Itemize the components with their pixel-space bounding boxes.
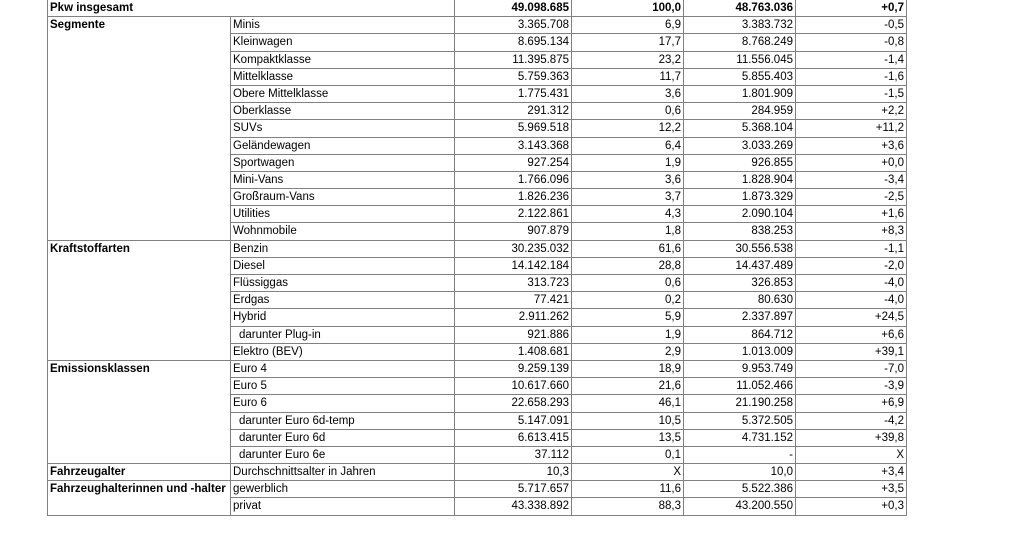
share: 0,6 [572,103,684,120]
share: 10,5 [572,412,684,429]
change: +0,3 [796,498,907,515]
change: +39,1 [796,343,907,360]
change: +3,4 [796,464,907,481]
count-a: 8.695.134 [455,34,572,51]
share: 88,3 [572,498,684,515]
count-a: 1.408.681 [455,343,572,360]
change: -1,6 [796,68,907,85]
count-a: 1.826.236 [455,189,572,206]
change: +3,6 [796,137,907,154]
count-b: 1.801.909 [684,85,796,102]
share: 13,5 [572,429,684,446]
row-name: Obere Mittelklasse [231,85,455,102]
change: -1,5 [796,85,907,102]
count-a: 10.617.660 [455,378,572,395]
count-b: 284.959 [684,103,796,120]
count-a: 291.312 [455,103,572,120]
count-a: 5.969.518 [455,120,572,137]
count-a: 22.658.293 [455,395,572,412]
group-label: Fahrzeughalterinnen und -halter [48,481,231,515]
change: +6,6 [796,326,907,343]
share: 21,6 [572,378,684,395]
total-change: +0,7 [796,0,907,17]
count-b: 1.013.009 [684,343,796,360]
count-b: 30.556.538 [684,240,796,257]
count-b: 43.200.550 [684,498,796,515]
change: -3,4 [796,171,907,188]
count-b: 926.855 [684,154,796,171]
row-name: Elektro (BEV) [231,343,455,360]
count-b: - [684,446,796,463]
change: -1,4 [796,51,907,68]
table-row [48,240,907,257]
row-name: Flüssiggas [231,275,455,292]
row-name: Euro 6 [231,395,455,412]
row-name: Kompaktklasse [231,51,455,68]
table-row [48,464,907,481]
change: -0,8 [796,34,907,51]
count-b: 5.522.386 [684,481,796,498]
total-label: Pkw insgesamt [48,0,455,17]
share: 12,2 [572,120,684,137]
row-name: darunter Plug-in [231,326,455,343]
share: 11,6 [572,481,684,498]
count-b: 5.372.505 [684,412,796,429]
count-a: 11.395.875 [455,51,572,68]
share: 6,9 [572,17,684,34]
count-b: 14.437.489 [684,257,796,274]
share: 23,2 [572,51,684,68]
table-row [48,17,907,34]
change: -4,0 [796,275,907,292]
change: -2,5 [796,189,907,206]
total-count-b: 48.763.036 [684,0,796,17]
count-a: 927.254 [455,154,572,171]
change: +24,5 [796,309,907,326]
count-b: 10,0 [684,464,796,481]
total-row [48,0,907,17]
change: -4,0 [796,292,907,309]
share: 3,7 [572,189,684,206]
change: -4,2 [796,412,907,429]
group-label: Emissionsklassen [48,360,231,463]
total-count-a: 49.098.685 [455,0,572,17]
count-b: 9.953.749 [684,360,796,377]
change: +6,9 [796,395,907,412]
count-a: 921.886 [455,326,572,343]
count-a: 77.421 [455,292,572,309]
count-a: 2.911.262 [455,309,572,326]
count-b: 21.190.258 [684,395,796,412]
share: 28,8 [572,257,684,274]
count-b: 11.556.045 [684,51,796,68]
share: 61,6 [572,240,684,257]
count-a: 907.879 [455,223,572,240]
group-label: Fahrzeugalter [48,464,231,481]
row-name: Sportwagen [231,154,455,171]
count-a: 5.717.657 [455,481,572,498]
count-b: 1.828.904 [684,171,796,188]
group-label: Segmente [48,17,231,240]
count-b: 4.731.152 [684,429,796,446]
vehicle-stock-table [47,0,907,516]
change: +11,2 [796,120,907,137]
count-a: 1.766.096 [455,171,572,188]
count-b: 1.873.329 [684,189,796,206]
count-a: 5.147.091 [455,412,572,429]
count-a: 6.613.415 [455,429,572,446]
row-name: gewerblich [231,481,455,498]
share: 17,7 [572,34,684,51]
share: 18,9 [572,360,684,377]
count-a: 9.259.139 [455,360,572,377]
change: +2,2 [796,103,907,120]
count-a: 43.338.892 [455,498,572,515]
row-name: Utilities [231,206,455,223]
count-b: 2.090.104 [684,206,796,223]
share: 3,6 [572,171,684,188]
row-name: Mini-Vans [231,171,455,188]
count-b: 5.855.403 [684,68,796,85]
count-a: 37.112 [455,446,572,463]
change: +1,6 [796,206,907,223]
count-b: 3.383.732 [684,17,796,34]
row-name: SUVs [231,120,455,137]
share: 46,1 [572,395,684,412]
change: -7,0 [796,360,907,377]
count-b: 326.853 [684,275,796,292]
share: 0,6 [572,275,684,292]
change: X [796,446,907,463]
count-b: 3.033.269 [684,137,796,154]
change: -1,1 [796,240,907,257]
change: -3,9 [796,378,907,395]
share: 2,9 [572,343,684,360]
change: -0,5 [796,17,907,34]
row-name: Geländewagen [231,137,455,154]
count-a: 1.775.431 [455,85,572,102]
row-name: privat [231,498,455,515]
share: 5,9 [572,309,684,326]
table-row [48,360,907,377]
count-b: 2.337.897 [684,309,796,326]
group-label: Kraftstoffarten [48,240,231,360]
count-a: 2.122.861 [455,206,572,223]
count-a: 3.365.708 [455,17,572,34]
row-name: Hybrid [231,309,455,326]
share: X [572,464,684,481]
change: -2,0 [796,257,907,274]
share: 0,2 [572,292,684,309]
count-b: 11.052.466 [684,378,796,395]
row-name: Großraum-Vans [231,189,455,206]
count-a: 313.723 [455,275,572,292]
share: 11,7 [572,68,684,85]
change: +0,0 [796,154,907,171]
row-name: Minis [231,17,455,34]
count-b: 864.712 [684,326,796,343]
count-a: 10,3 [455,464,572,481]
share: 6,4 [572,137,684,154]
row-name: Oberklasse [231,103,455,120]
count-a: 30.235.032 [455,240,572,257]
row-name: Euro 5 [231,378,455,395]
table-row [48,481,907,498]
row-name: darunter Euro 6d-temp [231,412,455,429]
share: 1,9 [572,154,684,171]
share: 4,3 [572,206,684,223]
row-name: Erdgas [231,292,455,309]
row-name: Mittelklasse [231,68,455,85]
change: +3,5 [796,481,907,498]
row-name: Kleinwagen [231,34,455,51]
total-share: 100,0 [572,0,684,17]
count-a: 3.143.368 [455,137,572,154]
row-name: darunter Euro 6d [231,429,455,446]
row-name: Durchschnittsalter in Jahren [231,464,455,481]
row-name: darunter Euro 6e [231,446,455,463]
count-a: 14.142.184 [455,257,572,274]
count-a: 5.759.363 [455,68,572,85]
share: 1,9 [572,326,684,343]
count-b: 8.768.249 [684,34,796,51]
share: 3,6 [572,85,684,102]
row-name: Benzin [231,240,455,257]
share: 0,1 [572,446,684,463]
count-b: 80.630 [684,292,796,309]
change: +39,8 [796,429,907,446]
count-b: 5.368.104 [684,120,796,137]
share: 1,8 [572,223,684,240]
row-name: Wohnmobile [231,223,455,240]
row-name: Diesel [231,257,455,274]
count-b: 838.253 [684,223,796,240]
row-name: Euro 4 [231,360,455,377]
change: +8,3 [796,223,907,240]
